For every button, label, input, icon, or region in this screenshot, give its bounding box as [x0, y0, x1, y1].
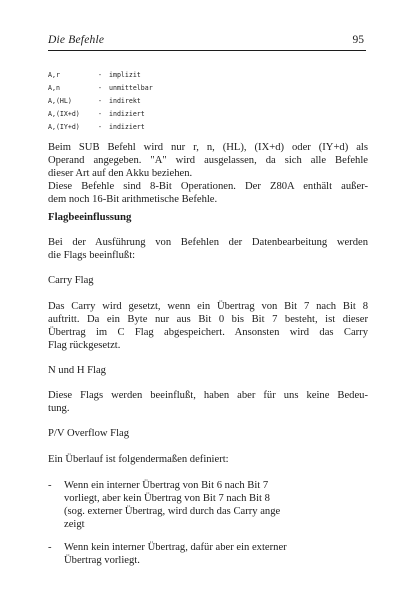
text-line: dieser Art auf den Akku beziehen.: [48, 168, 193, 179]
operand-row: [48, 95, 248, 108]
text-line: Beim SUB Befehl wird nur r, n, (HL), (IX+d) oder (IY+d) als: [48, 142, 368, 153]
carry-flag-paragraph: [48, 300, 368, 352]
operand-cell: A,r: [48, 71, 60, 79]
text-line: zeigt: [64, 519, 85, 530]
list-item-text: [64, 541, 364, 567]
text-line: Übertrag im C Flag abgespeichert. Ansonsten wird das Carry: [48, 327, 368, 338]
text-line: N und H Flag: [48, 365, 106, 376]
text-line: Wenn ein interner Übertrag von Bit 6 nach Bit 7: [64, 480, 269, 491]
operand-cell: A,(IY+d): [48, 123, 80, 131]
running-header: [48, 34, 366, 51]
text-line: Flag rückgesetzt.: [48, 340, 121, 351]
list-item: [48, 541, 368, 567]
list-item: [48, 479, 368, 531]
addressing-mode-cell: indirekt: [109, 97, 141, 105]
operand-cell: A,n: [48, 84, 60, 92]
text-line: vorliegt, aber kein Übertrag von Bit 7 nach Bit 8: [64, 493, 270, 504]
carry-flag-heading: [48, 274, 368, 287]
addressing-mode-cell: implizit: [109, 71, 141, 79]
n-h-flag-heading: [48, 364, 368, 377]
text-line: Wenn kein interner Übertrag, dafür aber ein externer: [64, 542, 287, 553]
text-line: Das Carry wird gesetzt, wenn ein Übertrag von Bit 7 nach Bit 8: [48, 301, 368, 312]
addressing-mode-cell: unmittelbar: [109, 84, 153, 92]
operand-row: [48, 82, 248, 95]
list-bullet: -: [48, 542, 52, 553]
text-line: auftritt. Da ein Byte nur aus Bit 0 bis Bit 7 besteht, ist dieser: [48, 314, 368, 325]
operand-dash: -: [98, 110, 102, 118]
list-item-text: [64, 479, 364, 531]
operand-dash: -: [98, 71, 102, 79]
text-line: Diese Befehle sind 8-Bit Operationen. Der Z80A enthält außer-: [48, 181, 368, 192]
addressing-mode-cell: indiziert: [109, 123, 145, 131]
operand-dash: -: [98, 97, 102, 105]
operand-cell: A,(HL): [48, 97, 72, 105]
operand-cell: A,(IX+d): [48, 110, 80, 118]
text-line: Operand angegeben. "A" wird ausgelassen, da sich alle Befehle: [48, 155, 368, 166]
pv-overflow-flag-heading: [48, 427, 368, 440]
operand-table: [48, 69, 248, 134]
text-line: Bei der Ausführung von Befehlen der Datenbearbeitung werden: [48, 237, 368, 248]
section-heading: Flagbeeinflussung: [48, 211, 132, 223]
text-line: Übertrag vorliegt.: [64, 555, 140, 566]
n-h-flag-paragraph: [48, 389, 368, 415]
list-bullet: -: [48, 480, 52, 491]
addressing-mode-cell: indiziert: [109, 110, 145, 118]
text-line: Diese Flags werden beeinflußt, haben aber für uns keine Bedeu-: [48, 390, 368, 401]
page-number: 95: [352, 34, 364, 46]
flag-intro-paragraph: [48, 236, 368, 262]
text-line: tung.: [48, 403, 70, 414]
pv-intro-paragraph: [48, 453, 368, 466]
text-line: Carry Flag: [48, 275, 94, 286]
operand-row: [48, 69, 248, 82]
operand-row: [48, 108, 248, 121]
chapter-title: Die Befehle: [48, 34, 105, 46]
text-line: P/V Overflow Flag: [48, 428, 130, 439]
text-line: (sog. externer Übertrag, wird durch das Carry ange: [64, 506, 281, 517]
intro-paragraph: [48, 141, 368, 206]
text-line: dem noch 16-Bit arithmetische Befehle.: [48, 194, 218, 205]
text-line: Ein Überlauf ist folgendermaßen definiert:: [48, 454, 229, 465]
operand-dash: -: [98, 123, 102, 131]
operand-dash: -: [98, 84, 102, 92]
text-line: die Flags beeinflußt:: [48, 250, 136, 261]
operand-row: [48, 121, 248, 134]
